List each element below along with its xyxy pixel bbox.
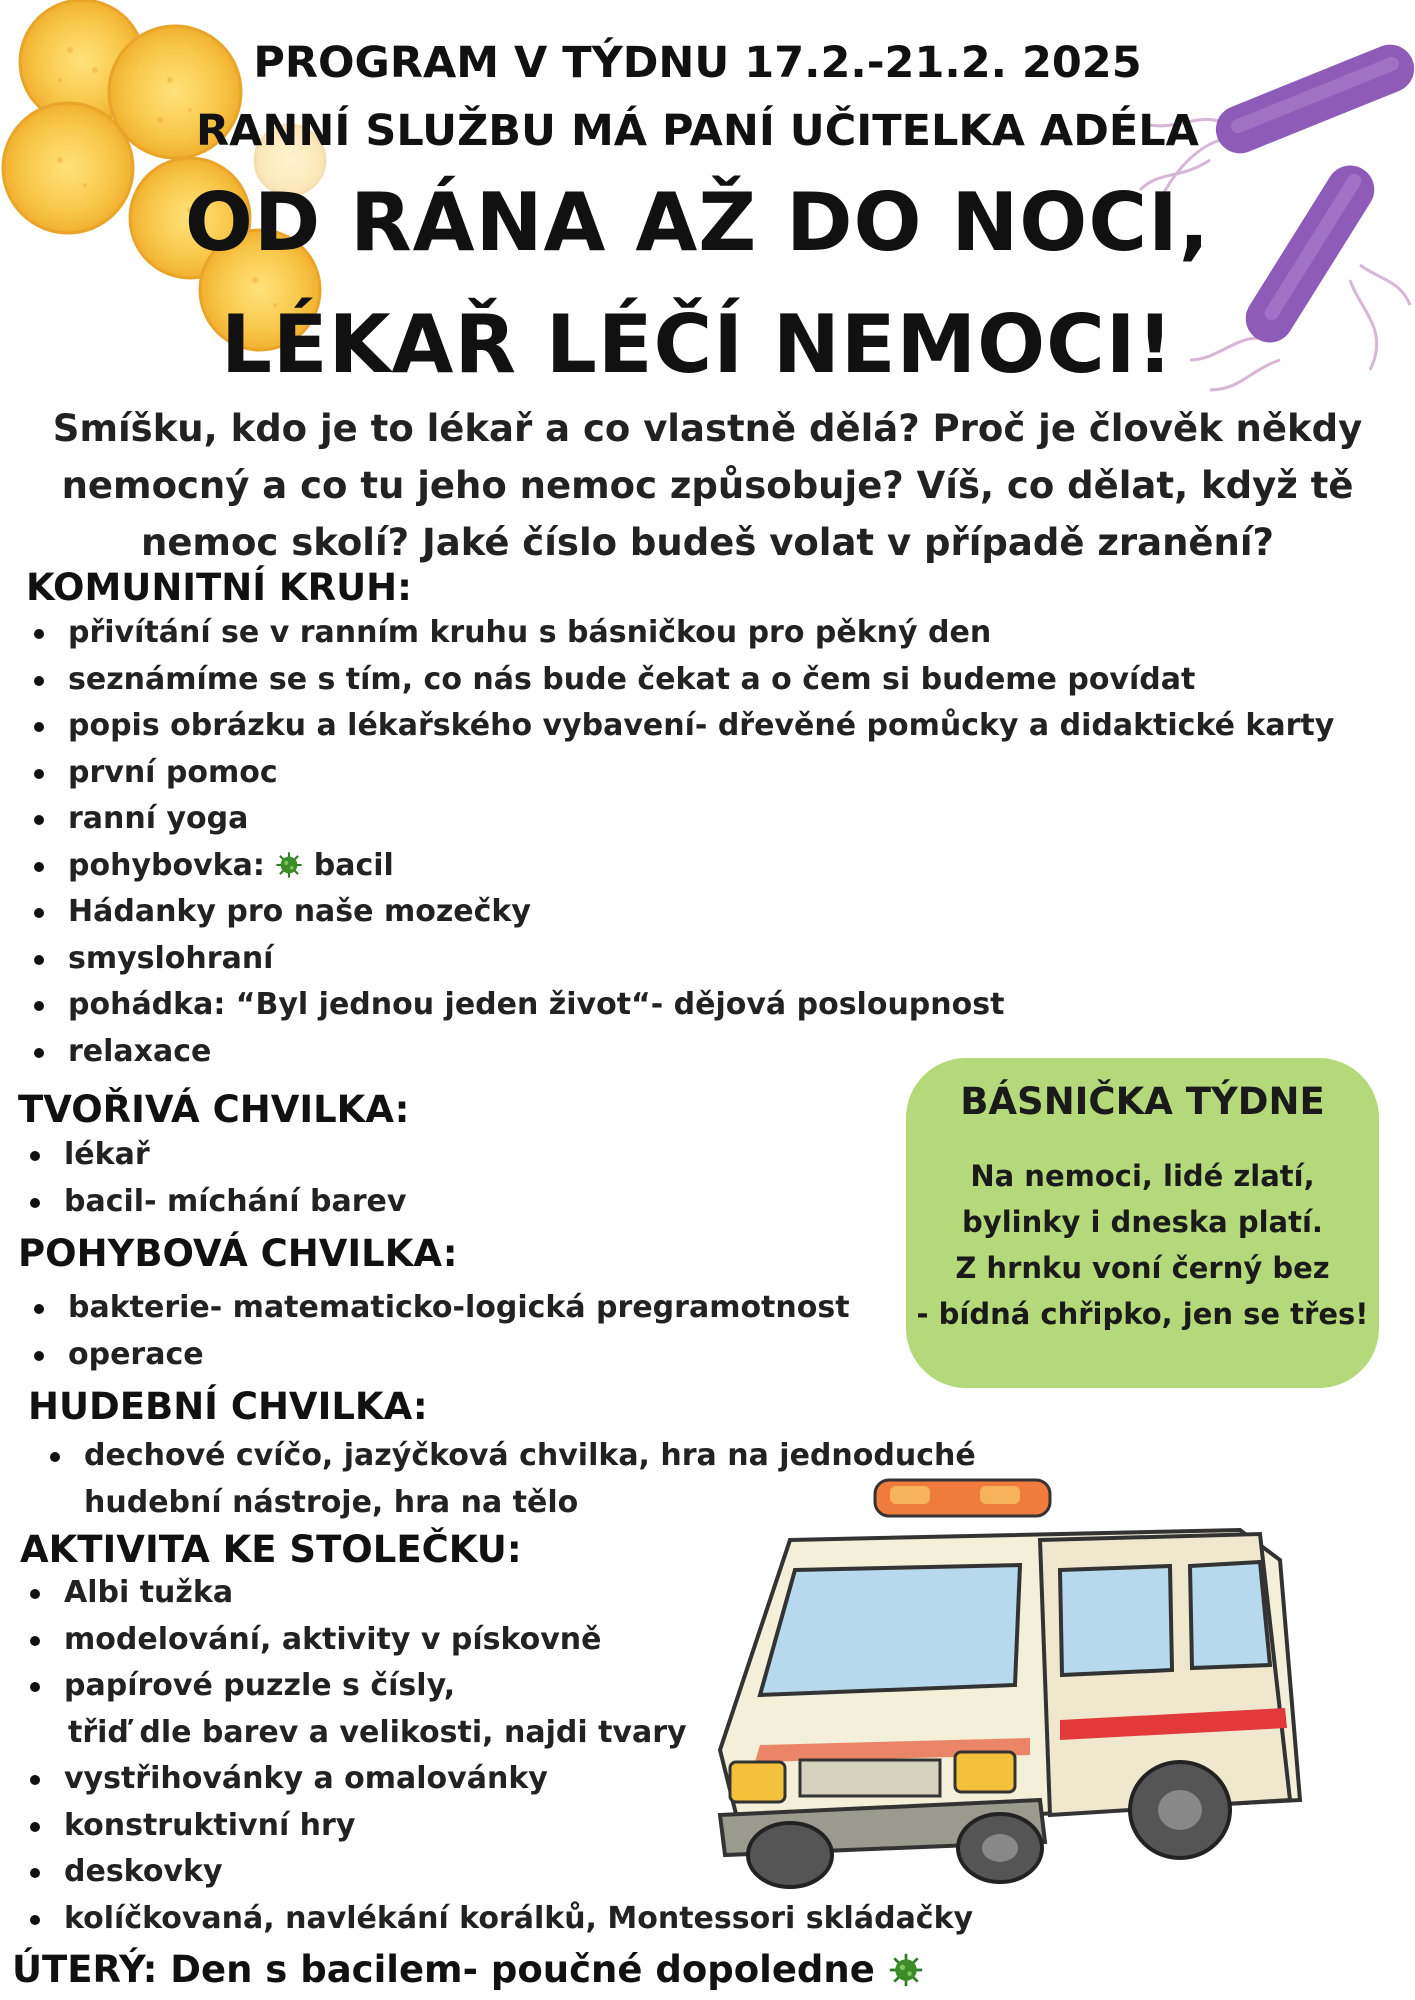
intro-line: Smíšku, kdo je to lékař a co vlastně dělá? Proč je člověk někdy xyxy=(52,407,1363,450)
list-item: ranní yoga xyxy=(28,796,1334,843)
list-item: smyslohraní xyxy=(28,936,1334,983)
tuesday-note xyxy=(12,1948,924,1991)
list-item: papírové puzzle s čísly, xyxy=(24,1663,973,1710)
tuesday-note-text: ÚTERÝ: Den s bacilem- poučné dopoledne xyxy=(12,1948,875,1991)
tvoriva-chvilka-heading: TVOŘIVÁ CHVILKA: xyxy=(18,1088,410,1131)
hudebni-chvilka-heading: HUDEBNÍ CHVILKA: xyxy=(28,1385,428,1428)
poem-body xyxy=(906,1153,1379,1337)
list-item: seznámíme se s tím, co nás bude čekat a o čem si budeme povídat xyxy=(28,657,1334,704)
list-item-continuation: hudební nástroje, hra na tělo xyxy=(84,1484,579,1520)
poem-line: Z hrnku voní černý bez xyxy=(955,1251,1330,1285)
week-program-heading: PROGRAM V TÝDNU 17.2.-21.2. 2025 xyxy=(253,38,1142,88)
intro-line: nemoc skolí? Jaké číslo budeš volat v případě zranění? xyxy=(141,521,1274,564)
poem-line: Na nemoci, lidé zlatí, xyxy=(970,1159,1315,1193)
pohybovka-value: bacil xyxy=(313,847,394,883)
ambulance-illustration xyxy=(700,1470,1320,1890)
list-item: bacil- míchání barev xyxy=(24,1179,406,1226)
list-item-continuation: třiď dle barev a velikosti, najdi tvary xyxy=(68,1714,687,1750)
list-item: kolíčkovaná, navlékání korálků, Montessori skládačky xyxy=(24,1896,973,1943)
list-item: první pomoc xyxy=(28,750,1334,797)
list-item: pohádka: “Byl jednou jeden život“- dějová posloupnost xyxy=(28,982,1334,1029)
list-item: vystřihovánky a omalovánky xyxy=(24,1756,973,1803)
pohybova-chvilka-heading: POHYBOVÁ CHVILKA: xyxy=(18,1232,458,1275)
list-item: popis obrázku a lékařského vybavení- dřevěné pomůcky a didaktické karty xyxy=(28,703,1334,750)
page-title-line-1: OD RÁNA AŽ DO NOCI, xyxy=(184,176,1211,269)
intro-paragraph xyxy=(20,400,1395,571)
page-title-line-2: LÉKAŘ LÉČÍ NEMOCI! xyxy=(220,298,1175,391)
list-item: relaxace xyxy=(28,1029,1334,1076)
virus-icon xyxy=(888,1952,924,1988)
poem-line: bylinky i dneska platí. xyxy=(962,1205,1323,1239)
list-item: lékař xyxy=(24,1132,406,1179)
list-item: Hádanky pro naše mozečky xyxy=(28,889,1334,936)
poem-line: - bídná chřipko, jen se třes! xyxy=(916,1297,1369,1331)
poem-title: BÁSNIČKA TÝDNE xyxy=(960,1080,1325,1123)
aktivita-ke-stolecku-heading: AKTIVITA KE STOLEČKU: xyxy=(20,1528,522,1571)
list-item: bakterie- matematicko-logická pregramotnost xyxy=(28,1285,850,1332)
virus-icon xyxy=(275,851,303,879)
list-item: konstruktivní hry xyxy=(24,1803,973,1850)
list-item: modelování, aktivity v pískovně xyxy=(24,1617,973,1664)
list-item: Albi tužka xyxy=(24,1570,973,1617)
pohybovka-label: pohybovka: xyxy=(68,847,265,883)
intro-line: nemocný a co tu jeho nemoc způsobuje? Víš, co dělat, když tě xyxy=(61,464,1354,507)
list-item: dechové cvíčo, jazýčková chvilka, hra na jednoduché xyxy=(44,1433,976,1480)
list-item: operace xyxy=(28,1332,850,1379)
poem-of-the-week-box xyxy=(906,1058,1379,1388)
komunitni-kruh-heading: KOMUNITNÍ KRUH: xyxy=(26,566,412,609)
komunitni-kruh-list xyxy=(28,610,1334,1075)
tvoriva-chvilka-list xyxy=(24,1132,406,1225)
list-item xyxy=(28,843,1334,890)
morning-duty-heading: RANNÍ SLUŽBU MÁ PANÍ UČITELKA ADÉLA xyxy=(196,106,1199,156)
list-item: deskovky xyxy=(24,1849,973,1896)
list-item: přivítání se v ranním kruhu s básničkou pro pěkný den xyxy=(28,610,1334,657)
pohybova-chvilka-list xyxy=(28,1285,850,1378)
